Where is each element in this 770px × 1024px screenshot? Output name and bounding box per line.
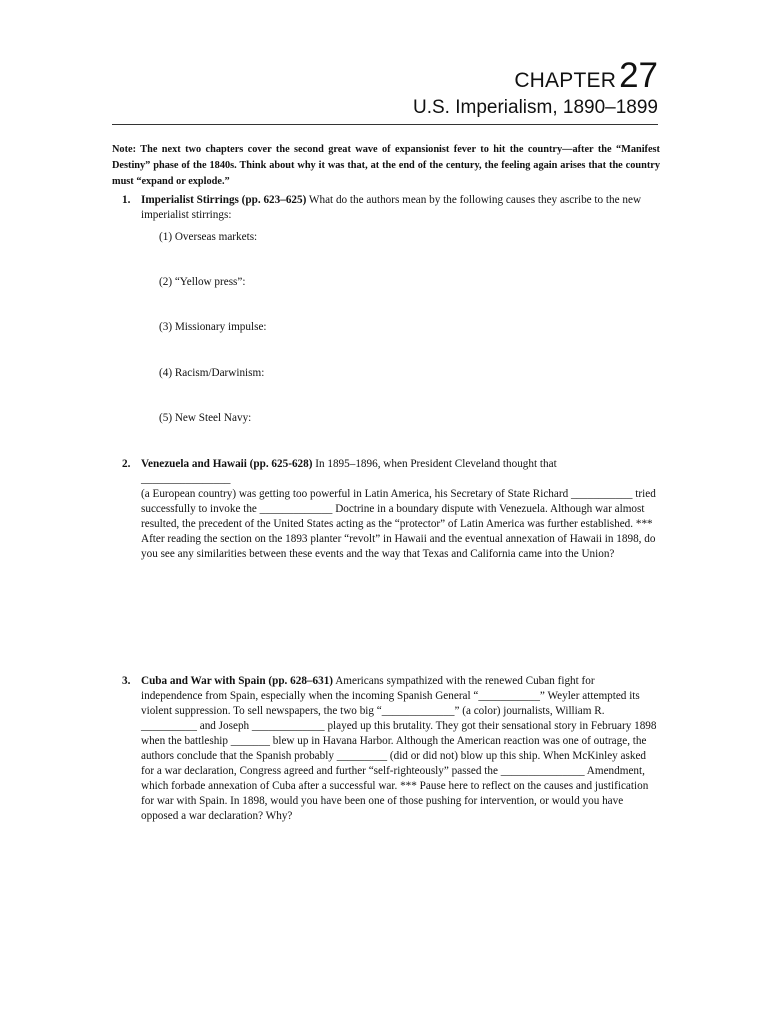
question-2 <box>122 457 658 562</box>
question-text: What do the authors mean by the following causes they ascribe to the new imperialist stirrings: <box>141 194 642 221</box>
question-body <box>141 457 658 562</box>
header-divider <box>112 124 658 125</box>
subitem-racism-darwinism: (4) Racism/Darwinism: <box>159 367 265 379</box>
chapter-number: 27 <box>619 56 658 95</box>
question-heading: Venezuela and Hawaii (pp. 625-628) <box>141 458 313 470</box>
question-heading: Cuba and War with Spain (pp. 628–631) <box>141 675 334 687</box>
question-body <box>141 193 658 223</box>
question-number: 1. <box>122 194 131 206</box>
chapter-note: Note: The next two chapters cover the second great wave of expansionist fever to hit the country—after the “Manifest Destiny” phase of the 1840s. Think about why it was that, at the end of the century, the feeling again arises that the country must “expand or explode.” <box>112 144 660 187</box>
chapter-word: CHAPTER <box>514 69 617 92</box>
question-text: Americans sympathized with the renewed Cuban fight for independence from Spain, especially when the incoming Spanish General “___________” Weyler attempted its violent suppression. To sell newspapers, the two big “_____________” (a color) journalists, William R. __________ and Joseph _____________ played up this brutality. They got their sensational story in February 1898 when the battleship _______ blew up in Havana Harbor. Although the American reaction was one of outrage, the authors conclude that the Spanish probably _________ (did or did not) blow up this ship. When McKinley asked for a war declaration, Congress agreed and further “self-righteously” passed the _______________ Amendment, which forbade annexation of Cuba after a successful war. *** Pause here to reflect on the causes and justification for war with Spain. In 1898, would you have been one of those pushing for intervention, or would you have opposed a war declaration? Why? <box>141 675 657 822</box>
subitem-overseas-markets: (1) Overseas markets: <box>159 231 258 243</box>
question-text: In 1895–1896, when President Cleveland thought that <box>312 458 557 470</box>
chapter-header <box>413 58 658 119</box>
chapter-title: U.S. Imperialism, 1890–1899 <box>412 97 658 118</box>
chapter-label <box>413 58 658 93</box>
subitem-missionary-impulse: (3) Missionary impulse: <box>159 321 267 333</box>
subitem-new-steel-navy: (5) New Steel Navy: <box>159 412 252 424</box>
question-heading: Imperialist Stirrings (pp. 623–625) <box>141 194 307 206</box>
question-number: 3. <box>122 675 131 687</box>
subitem-yellow-press: (2) “Yellow press”: <box>159 276 246 288</box>
question-number: 2. <box>122 458 131 470</box>
question-body <box>141 674 658 824</box>
answer-blank[interactable]: ________________ <box>141 473 231 485</box>
question-1 <box>122 193 658 223</box>
question-3 <box>122 674 658 824</box>
question-text-continued: (a European country) was getting too powerful in Latin America, his Secretary of State Richard ___________ tried successfully to invoke the _____________ Doctrine in a boundary dispute with Venezuela. Although war almost resulted, the precedent of the United States acting as the “protector” of Latin America was further established. *** After reading the section on the 1893 planter “revolt” in Hawaii and the eventual annexation of Hawaii in 1898, do you see any similarities between these events and the way that Texas and California came into the Union? <box>141 488 656 560</box>
